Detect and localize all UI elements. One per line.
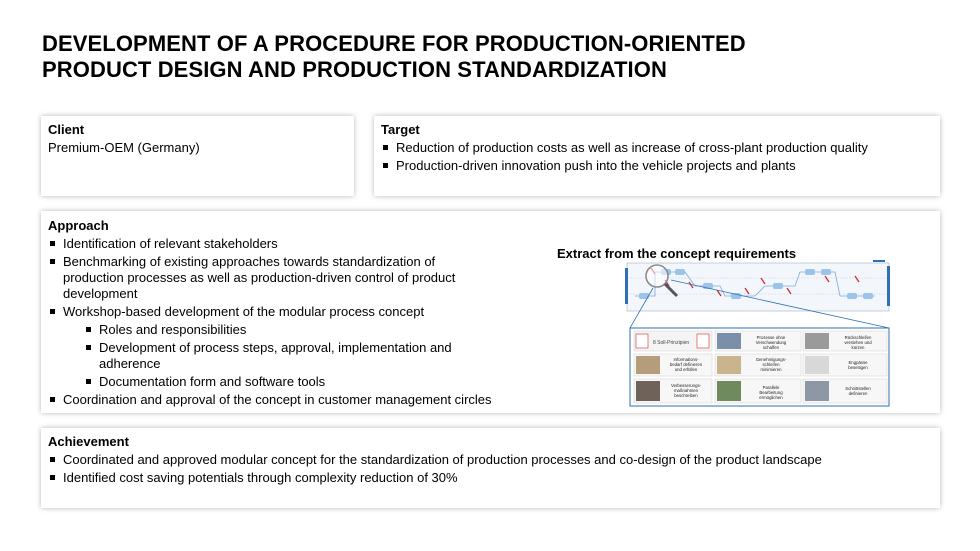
achievement-item: Identified cost saving potentials through complexity reduction of 30% xyxy=(48,470,933,486)
svg-text:und erfüllen: und erfüllen xyxy=(674,367,698,372)
title-line-2: PRODUCT DESIGN AND PRODUCTION STANDARDIZATION xyxy=(42,57,667,82)
flow-step xyxy=(863,293,873,299)
svg-text:ermöglichen: ermöglichen xyxy=(759,395,783,400)
svg-text:schaffen: schaffen xyxy=(762,345,780,350)
principle-card xyxy=(803,379,887,403)
principle-card xyxy=(715,354,801,376)
svg-text:schleifen: schleifen xyxy=(762,362,780,367)
svg-text:beseitigen: beseitigen xyxy=(848,365,868,370)
principle-card xyxy=(803,354,887,376)
flow-step xyxy=(847,293,857,299)
svg-text:minimieren: minimieren xyxy=(760,367,782,372)
svg-text:Informations-: Informations- xyxy=(673,357,699,362)
svg-text:Verbesserungs-: Verbesserungs- xyxy=(670,383,702,388)
map-right-bar xyxy=(887,266,890,306)
svg-text:verstehen und: verstehen und xyxy=(844,340,872,345)
principle-card xyxy=(715,379,801,403)
concept-requirements-figure xyxy=(625,258,893,408)
svg-text:Parallele: Parallele xyxy=(762,385,780,390)
principle-icon xyxy=(697,334,709,348)
principle-card xyxy=(715,331,801,351)
principles-label: 8 Soll-Prinzipien xyxy=(653,340,690,346)
svg-text:bedarf definieren: bedarf definieren xyxy=(669,362,703,367)
approach-subitem: Roles and responsibilities xyxy=(84,322,533,338)
approach-item: Benchmarking of existing approaches towards standardization of production processes as well as production-driven control of product development xyxy=(48,254,493,302)
approach-list xyxy=(48,236,533,320)
achievement-heading: Achievement xyxy=(48,434,129,449)
client-text: Premium-OEM (Germany) xyxy=(48,140,200,155)
achievement-box xyxy=(41,428,940,508)
figure-caption: Extract from the concept requirements xyxy=(557,246,797,261)
svg-text:kürzen: kürzen xyxy=(851,345,865,350)
map-top-marker xyxy=(873,260,885,262)
svg-text:beschreiben: beschreiben xyxy=(674,393,698,398)
svg-text:Prozesse ohne: Prozesse ohne xyxy=(756,335,786,340)
svg-text:definieren: definieren xyxy=(848,391,868,396)
svg-text:maßnahmen: maßnahmen xyxy=(673,388,699,393)
target-item: Reduction of production costs as well as increase of cross-plant production quality xyxy=(381,140,933,156)
flow-step xyxy=(821,269,831,275)
flow-step xyxy=(773,283,783,289)
svg-text:Schnittstellen: Schnittstellen xyxy=(845,386,871,391)
target-heading: Target xyxy=(381,122,420,137)
client-heading: Client xyxy=(48,122,85,137)
approach-subitem: Documentation form and software tools xyxy=(84,374,533,390)
principle-card xyxy=(634,379,712,403)
achievement-item: Coordinated and approved modular concept for the standardization of production processes and co-design of the product landscape xyxy=(48,452,933,468)
page-title xyxy=(42,31,942,83)
svg-text:Engpässe: Engpässe xyxy=(848,360,868,365)
approach-item: Workshop-based development of the modular process concept xyxy=(48,304,533,320)
svg-text:Genehmigungs-: Genehmigungs- xyxy=(755,357,787,362)
approach-item: Coordination and approval of the concept in customer management circles xyxy=(48,392,548,408)
magnifier-icon xyxy=(646,265,668,287)
svg-text:Rückschleifen: Rückschleifen xyxy=(844,335,872,340)
client-box xyxy=(41,116,354,196)
target-box xyxy=(374,116,940,196)
approach-heading: Approach xyxy=(48,218,109,233)
principle-card xyxy=(634,354,712,376)
svg-text:Bearbeitung: Bearbeitung xyxy=(759,390,783,395)
principle-card xyxy=(803,331,887,351)
flow-step xyxy=(675,269,685,275)
target-list xyxy=(381,140,933,174)
flow-step xyxy=(805,269,815,275)
approach-list-end xyxy=(48,392,548,408)
principle-icon xyxy=(636,334,648,348)
map-left-bar xyxy=(625,268,628,304)
svg-text:Verschwendung: Verschwendung xyxy=(755,340,787,345)
title-line-1: DEVELOPMENT OF A PROCEDURE FOR PRODUCTION-ORIENTED xyxy=(42,31,746,56)
approach-sublist xyxy=(48,322,533,390)
achievement-list xyxy=(48,452,933,486)
approach-item: Identification of relevant stakeholders xyxy=(48,236,533,252)
approach-subitem: Development of process steps, approval, implementation and adherence xyxy=(84,340,494,372)
target-item: Production-driven innovation push into the vehicle projects and plants xyxy=(381,158,933,174)
